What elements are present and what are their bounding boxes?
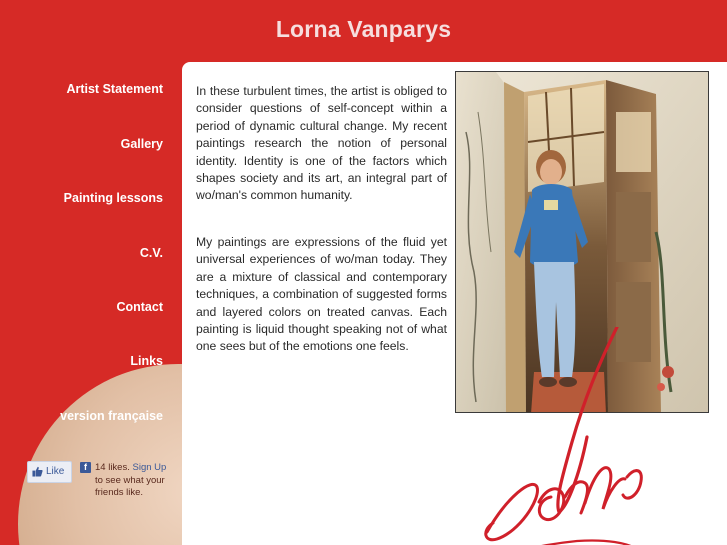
nav-item-contact[interactable]: Contact bbox=[116, 300, 163, 314]
like-count: 14 likes. bbox=[95, 462, 130, 473]
statement-paragraph: In these turbulent times, the artist is obliged to consider questions of self-concept within a period of dynamic cultural change. My recent paintings research the notion of personal identity. Identity is one of the factors which shapes society and its art, an integral part of wo/man's common humanity. bbox=[196, 84, 447, 203]
signup-link[interactable]: Sign Up bbox=[132, 462, 167, 473]
main-content bbox=[182, 62, 727, 545]
nav-item-links[interactable]: Links bbox=[130, 354, 163, 368]
nav-item-artist-statement[interactable]: Artist Statement bbox=[66, 82, 163, 96]
like-label: Like bbox=[46, 466, 65, 477]
facebook-icon: f bbox=[80, 462, 91, 473]
site-header bbox=[0, 0, 727, 62]
nav-item-version-francaise[interactable]: version française bbox=[60, 409, 163, 423]
nav-item-painting-lessons[interactable]: Painting lessons bbox=[63, 191, 163, 205]
statement-paragraph: My paintings are expressions of the fluid yet universal experiences of wo/man today. They are a mixture of classical and contemporary techniques, a combination of suggested forms and layered colors on treated canvas. Each painting is liquid thought speaking not of what one sees but of the emotions one feels. bbox=[196, 235, 447, 354]
artist-photo bbox=[455, 71, 709, 413]
facebook-like-button[interactable] bbox=[27, 461, 72, 483]
artist-photo-image bbox=[456, 72, 709, 413]
nav-item-gallery[interactable]: Gallery bbox=[120, 137, 163, 151]
like-info-suffix: to see what your friends like. bbox=[95, 474, 165, 498]
nav-item-cv[interactable]: C.V. bbox=[139, 246, 163, 260]
canvas-texture-decoration bbox=[18, 364, 182, 545]
thumbs-up-icon bbox=[32, 466, 43, 477]
facebook-like-info bbox=[95, 462, 175, 500]
site-title: Lorna Vanparys bbox=[275, 16, 452, 42]
